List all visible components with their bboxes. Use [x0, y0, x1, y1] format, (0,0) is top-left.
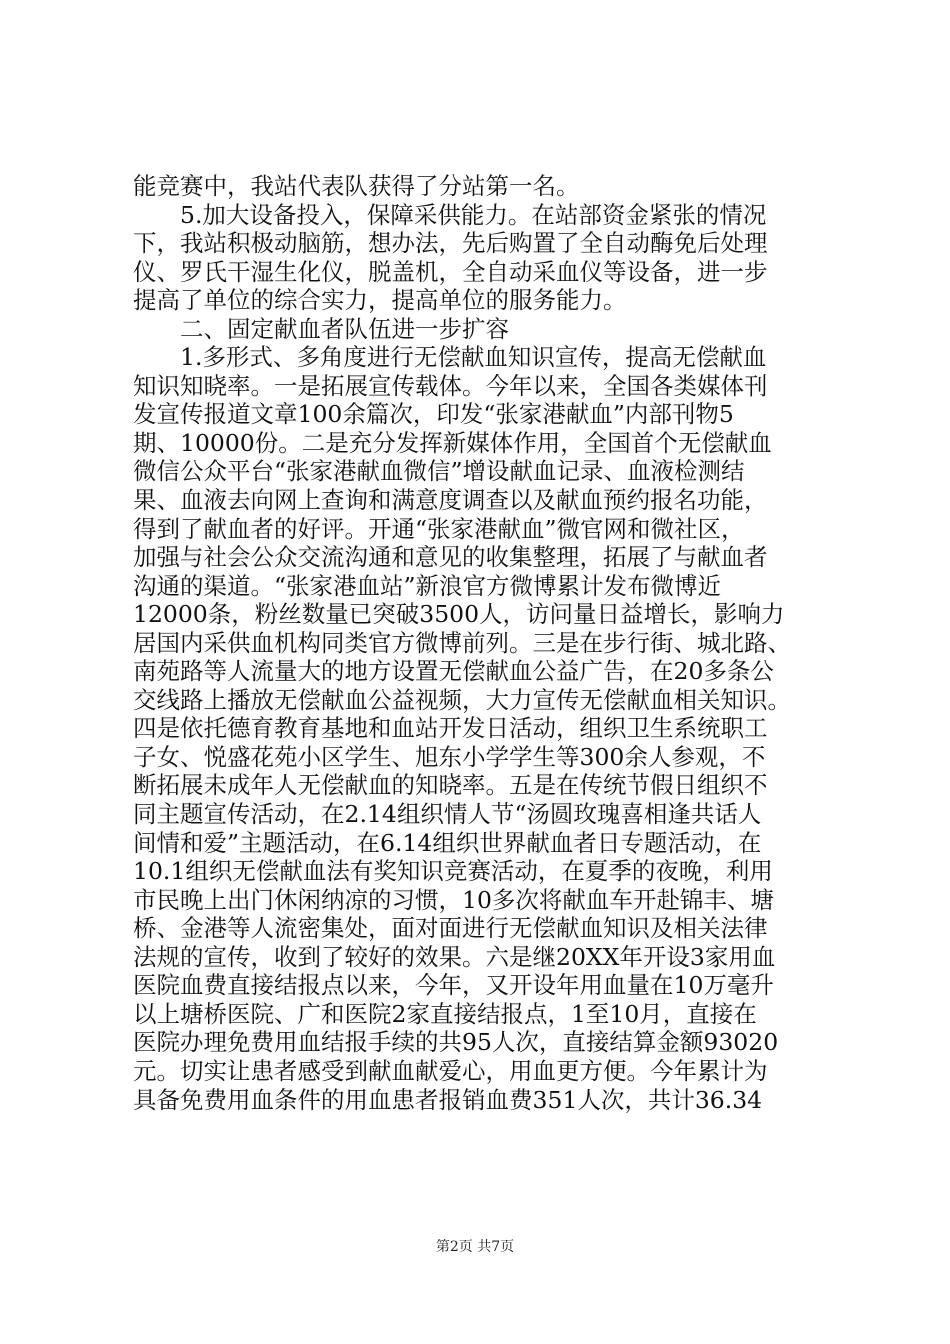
text-line: 微信公众平台“张家港献血微信”增设献血记录、血液检测结 [133, 457, 745, 486]
page-footer: 第2页 共7页 [435, 1239, 515, 1255]
text-line: 提高了单位的综合实力，提高单位的服务能力。 [133, 286, 627, 315]
text-line: 四是依托德育教育基地和血站开发日活动，组织卫生系统职工 [133, 714, 768, 743]
text-line: 果、血液去向网上查询和满意度调查以及献血预约报名功能， [133, 486, 768, 515]
text-line: 元。切实让患者感受到献血献爱心，用血更方便。今年累计为 [133, 1056, 768, 1085]
text-line: 具备免费用血条件的用血患者报销血费351人次，共计36.34 [133, 1085, 763, 1114]
text-line: 加强与社会公众交流沟通和意见的收集整理，拓展了与献血者 [133, 543, 768, 572]
text-line: 居国内采供血机构同类官方微博前列。三是在步行街、城北路、 [133, 628, 791, 657]
text-line: 断拓展未成年人无偿献血的知晓率。五是在传统节假日组织不 [133, 771, 768, 800]
text-line: 得到了献血者的好评。开通“张家港献血”微官网和微社区， [133, 514, 745, 543]
body-text [133, 172, 853, 1114]
text-line: 仪、罗氏干湿生化仪，脱盖机，全自动采血仪等设备，进一步 [133, 257, 768, 286]
text-line: 以上塘桥医院、广和医院2家直接结报点，1至10月，直接在 [133, 999, 757, 1028]
text-line: 知识知晓率。一是拓展宣传载体。今年以来，全国各类媒体刊 [133, 371, 768, 400]
text-line: 间情和爱”主题活动，在6.14组织世界献血者日专题活动，在 [133, 828, 762, 857]
text-line: 南苑路等人流量大的地方设置无偿献血公益广告，在20多条公 [133, 657, 774, 686]
text-line: 下，我站积极动脑筋，想办法，先后购置了全自动酶免后处理 [133, 229, 768, 258]
text-line: 医院血费直接结报点以来，今年，又开设年用血量在10万毫升 [133, 971, 774, 1000]
text-line: 子女、悦盛花苑小区学生、旭东小学学生等300余人参观，不 [133, 742, 766, 771]
text-line: 期、10000份。二是充分发挥新媒体作用，全国首个无偿献血 [133, 428, 772, 457]
text-line: 5.加大设备投入，保障采供能力。在站部资金紧张的情况 [180, 200, 767, 229]
text-line: 12000条，粉丝数量已突破3500人，访问量日益增长，影响力 [133, 600, 785, 629]
text-line: 沟通的渠道。“张家港血站”新浪官方微博累计发布微博近 [133, 571, 722, 600]
text-line: 同主题宣传活动，在2.14组织情人节“汤圆玫瑰喜相逢共话人 [133, 800, 762, 829]
text-line: 法规的宣传，收到了较好的效果。六是继20XX年开设3家用血 [133, 942, 776, 971]
text-line: 二、固定献血者队伍进一步扩容 [180, 314, 509, 343]
text-line: 发宣传报道文章100余篇次，印发“张家港献血”内部刊物5 [133, 400, 734, 429]
text-line: 医院办理免费用血结报手续的共95人次，直接结算金额93020 [133, 1028, 779, 1057]
text-line: 桥、金港等人流密集处，面对面进行无偿献血知识及相关法律 [133, 914, 768, 943]
text-line: 能竞赛中，我站代表队获得了分站第一名。 [133, 172, 580, 200]
text-line: 交线路上播放无偿献血公益视频，大力宣传无偿献血相关知识。 [133, 685, 791, 714]
text-line: 市民晚上出门休闲纳凉的习惯，10多次将献血车开赴锦丰、塘 [133, 885, 774, 914]
text-line: 1.多形式、多角度进行无偿献血知识宣传，提高无偿献血 [180, 343, 767, 372]
text-line: 10.1组织无偿献血法有奖知识竞赛活动，在夏季的夜晚，利用 [133, 857, 773, 886]
